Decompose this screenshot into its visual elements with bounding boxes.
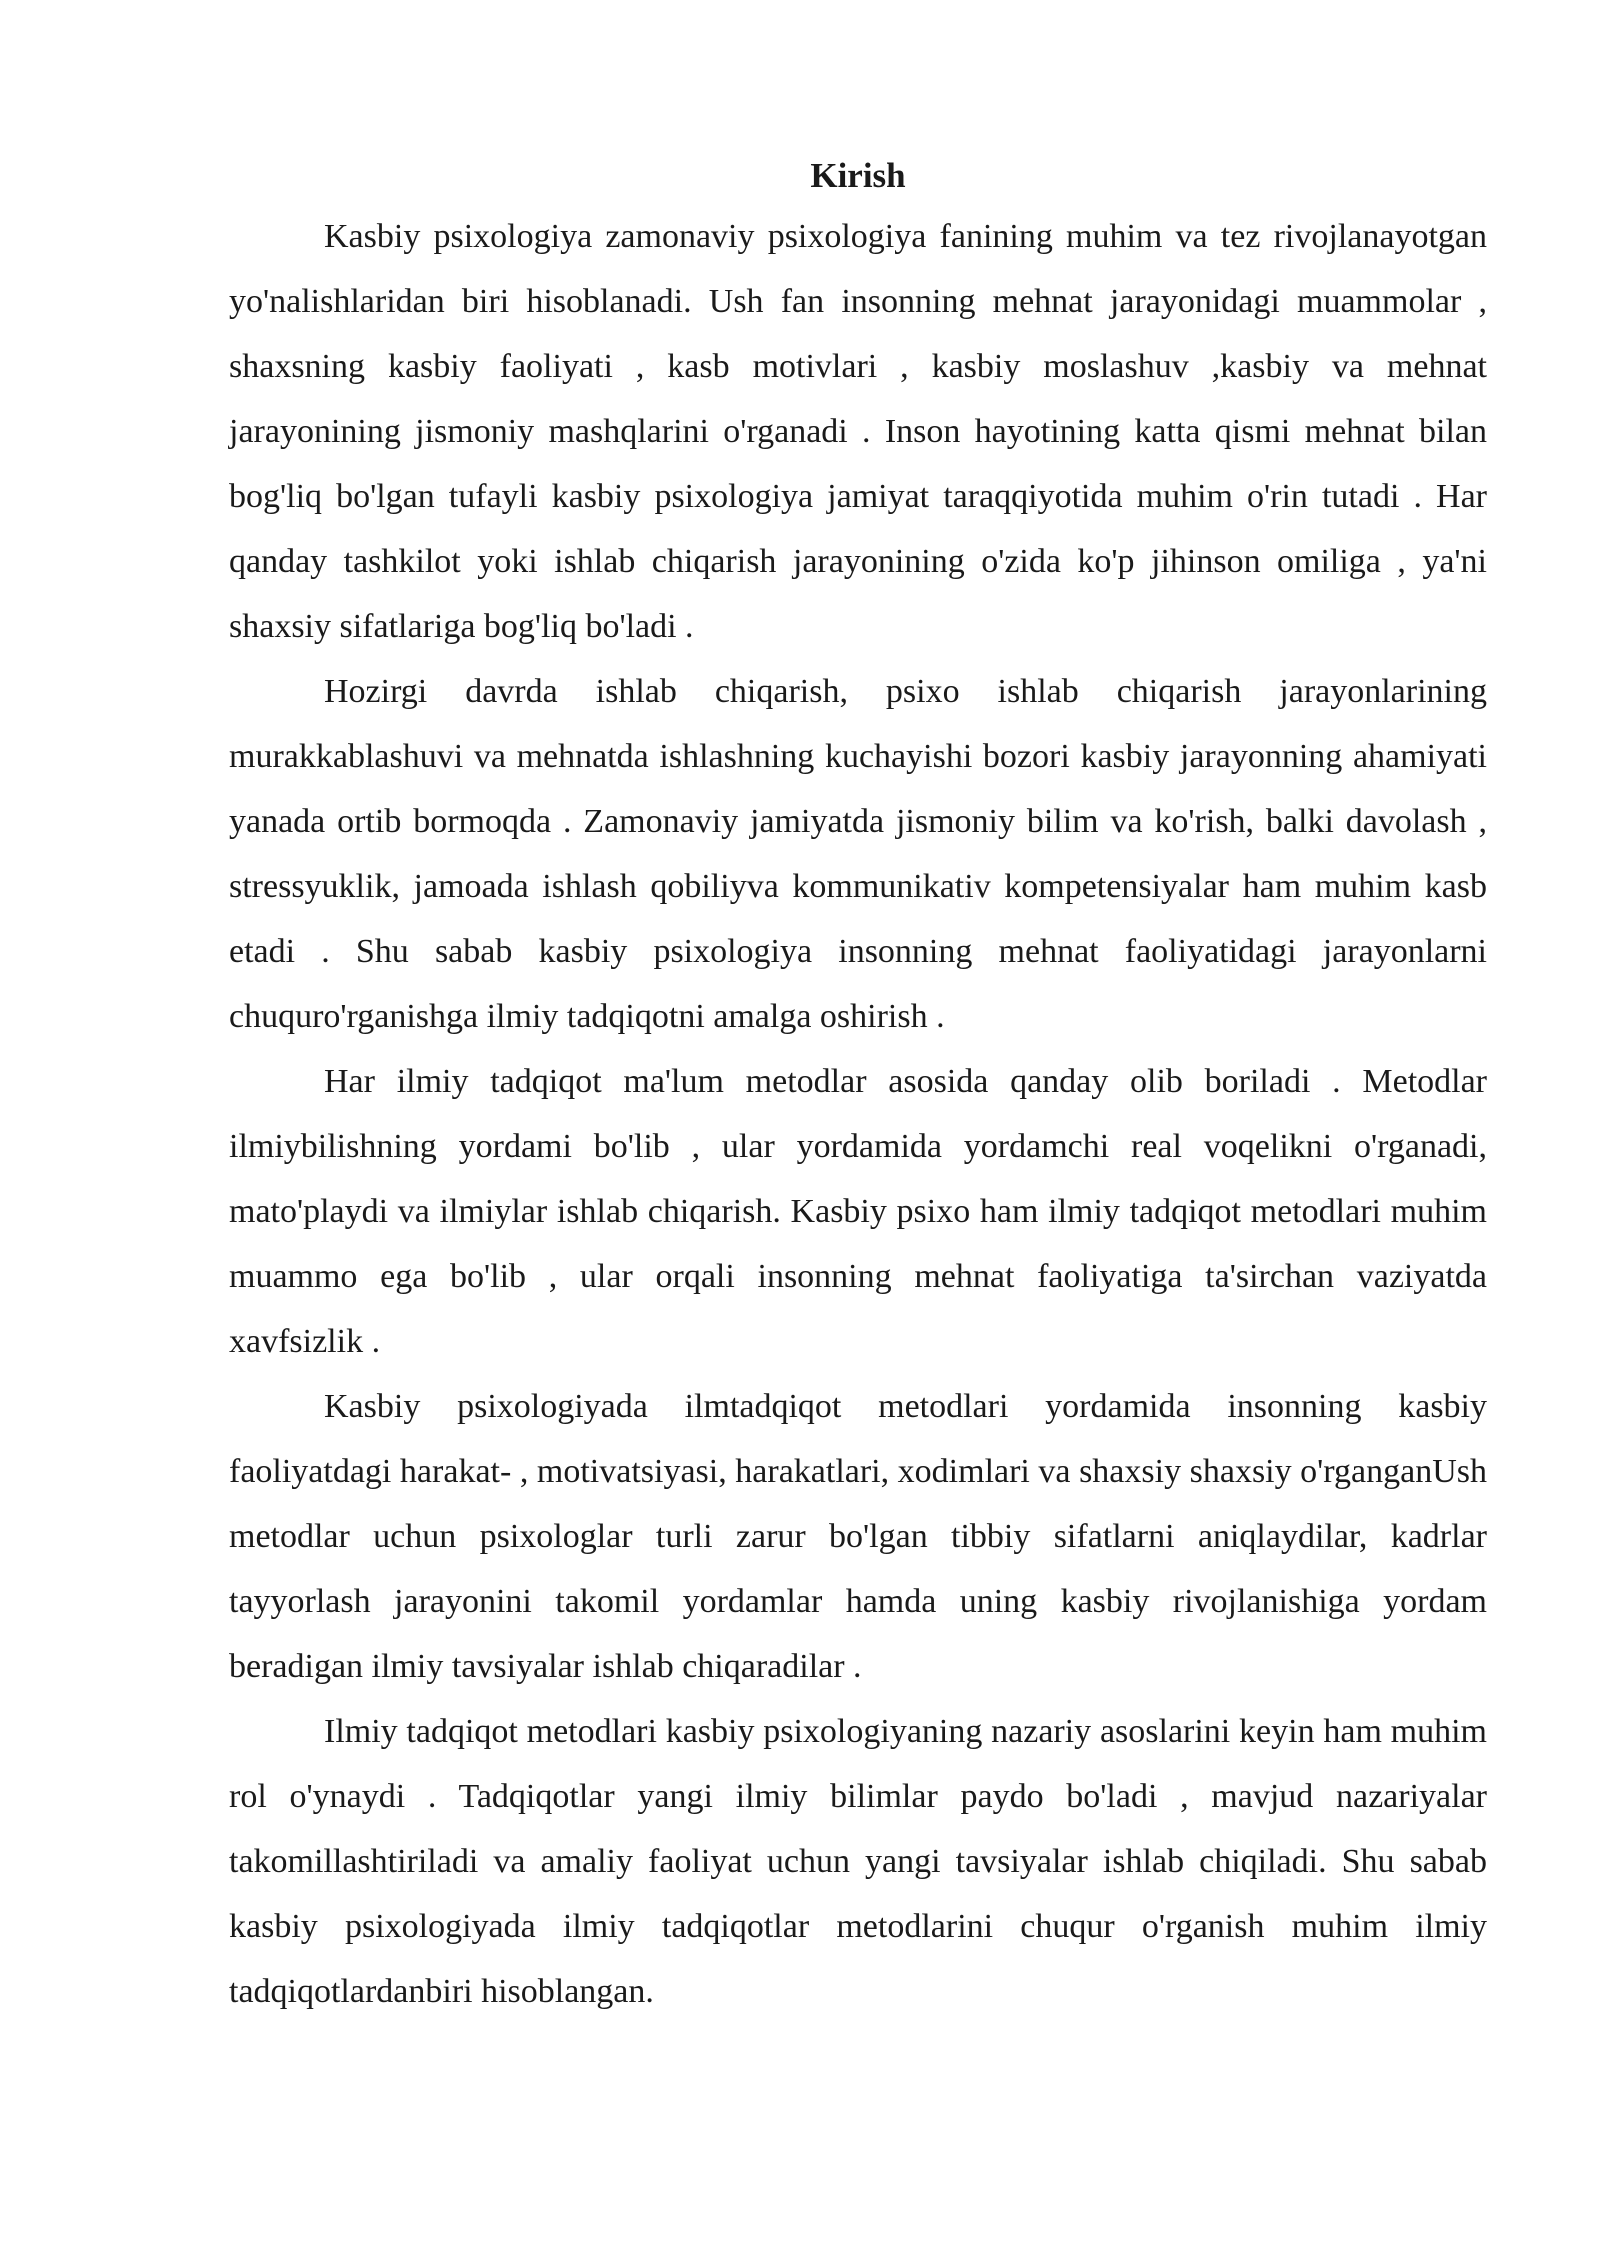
paragraph-2: Hozirgi davrda ishlab chiqarish, psixo ishlab chiqarish jarayonlarining murakkablashuvi va mehnatda ishlashning kuchayishi bozori kasbiy jarayonning ahamiyati yanada ortib bormoqda . Zamonaviy jamiyatda jismoniy bilim va ko'rish, balki davolash , stressyuklik, jamoada ishlash qobiliyva kommunikativ kompetensiyalar ham muhim kasb etadi . Shu sabab kasbiy psixologiya insonning mehnat faoliyatidagi jarayonlarni chuquro'rganishga ilmiy tadqiqotni amalga oshirish . <box>229 673 1487 1035</box>
paragraph-3: Har ilmiy tadqiqot ma'lum metodlar asosida qanday olib boriladi . Metodlar ilmiybilishning yordami bo'lib , ular yordamida yordamchi real voqelikni o'rganadi, mato'playdi va ilmiylar ishlab chiqarish. Kasbiy psixo ham ilmiy tadqiqot metodlari muhim muammo ega bo'lib , ular orqali insonning mehnat faoliyatiga ta'sirchan vaziyatda xavfsizlik . <box>229 1063 1487 1360</box>
paragraph-5: Ilmiy tadqiqot metodlari kasbiy psixologiyaning nazariy asoslarini keyin ham muhim rol o'ynaydi . Tadqiqotlar yangi ilmiy bilimlar paydo bo'ladi , mavjud nazariyalar takomillashtiriladi va amaliy faoliyat uchun yangi tavsiyalar ishlab chiqiladi. Shu sabab kasbiy psixologiyada ilmiy tadqiqotlar metodlarini chuqur o'rganish muhim ilmiy tadqiqotlardanbiri hisoblangan. <box>229 1713 1487 2010</box>
paragraph-1: Kasbiy psixologiya zamonaviy psixologiya fanining muhim va tez rivojlanayotgan yo'nalishlaridan biri hisoblanadi. Ush fan insonning mehnat jarayonidagi muammolar , shaxsning kasbiy faoliyati , kasb motivlari , kasbiy moslashuv ,kasbiy va mehnat jarayonining jismoniy mashqlarini o'rganadi . Inson hayotining katta qismi mehnat bilan bog'liq bo'lgan tufayli kasbiy psixologiya jamiyat taraqqiyotida muhim o'rin tutadi . Har qanday tashkilot yoki ishlab chiqarish jarayonining o'zida ko'p jihinson omiliga , ya'ni shaxsiy sifatlariga bog'liq bo'ladi . <box>229 218 1487 645</box>
document-body <box>229 148 1487 2024</box>
page-title: Kirish <box>810 156 906 195</box>
paragraph-4: Kasbiy psixologiyada ilmtadqiqot metodlari yordamida insonning kasbiy faoliyatdagi harakat- , motivatsiyasi, harakatlari, xodimlari va shaxsiy shaxsiy o'rganganUsh metodlar uchun psixologlar turli zarur bo'lgan tibbiy sifatlarni aniqlaydilar, kadrlar tayyorlash jarayonini takomil yordamlar hamda uning kasbiy rivojlanishiga yordam beradigan ilmiy tavsiyalar ishlab chiqaradilar . <box>229 1388 1487 1685</box>
